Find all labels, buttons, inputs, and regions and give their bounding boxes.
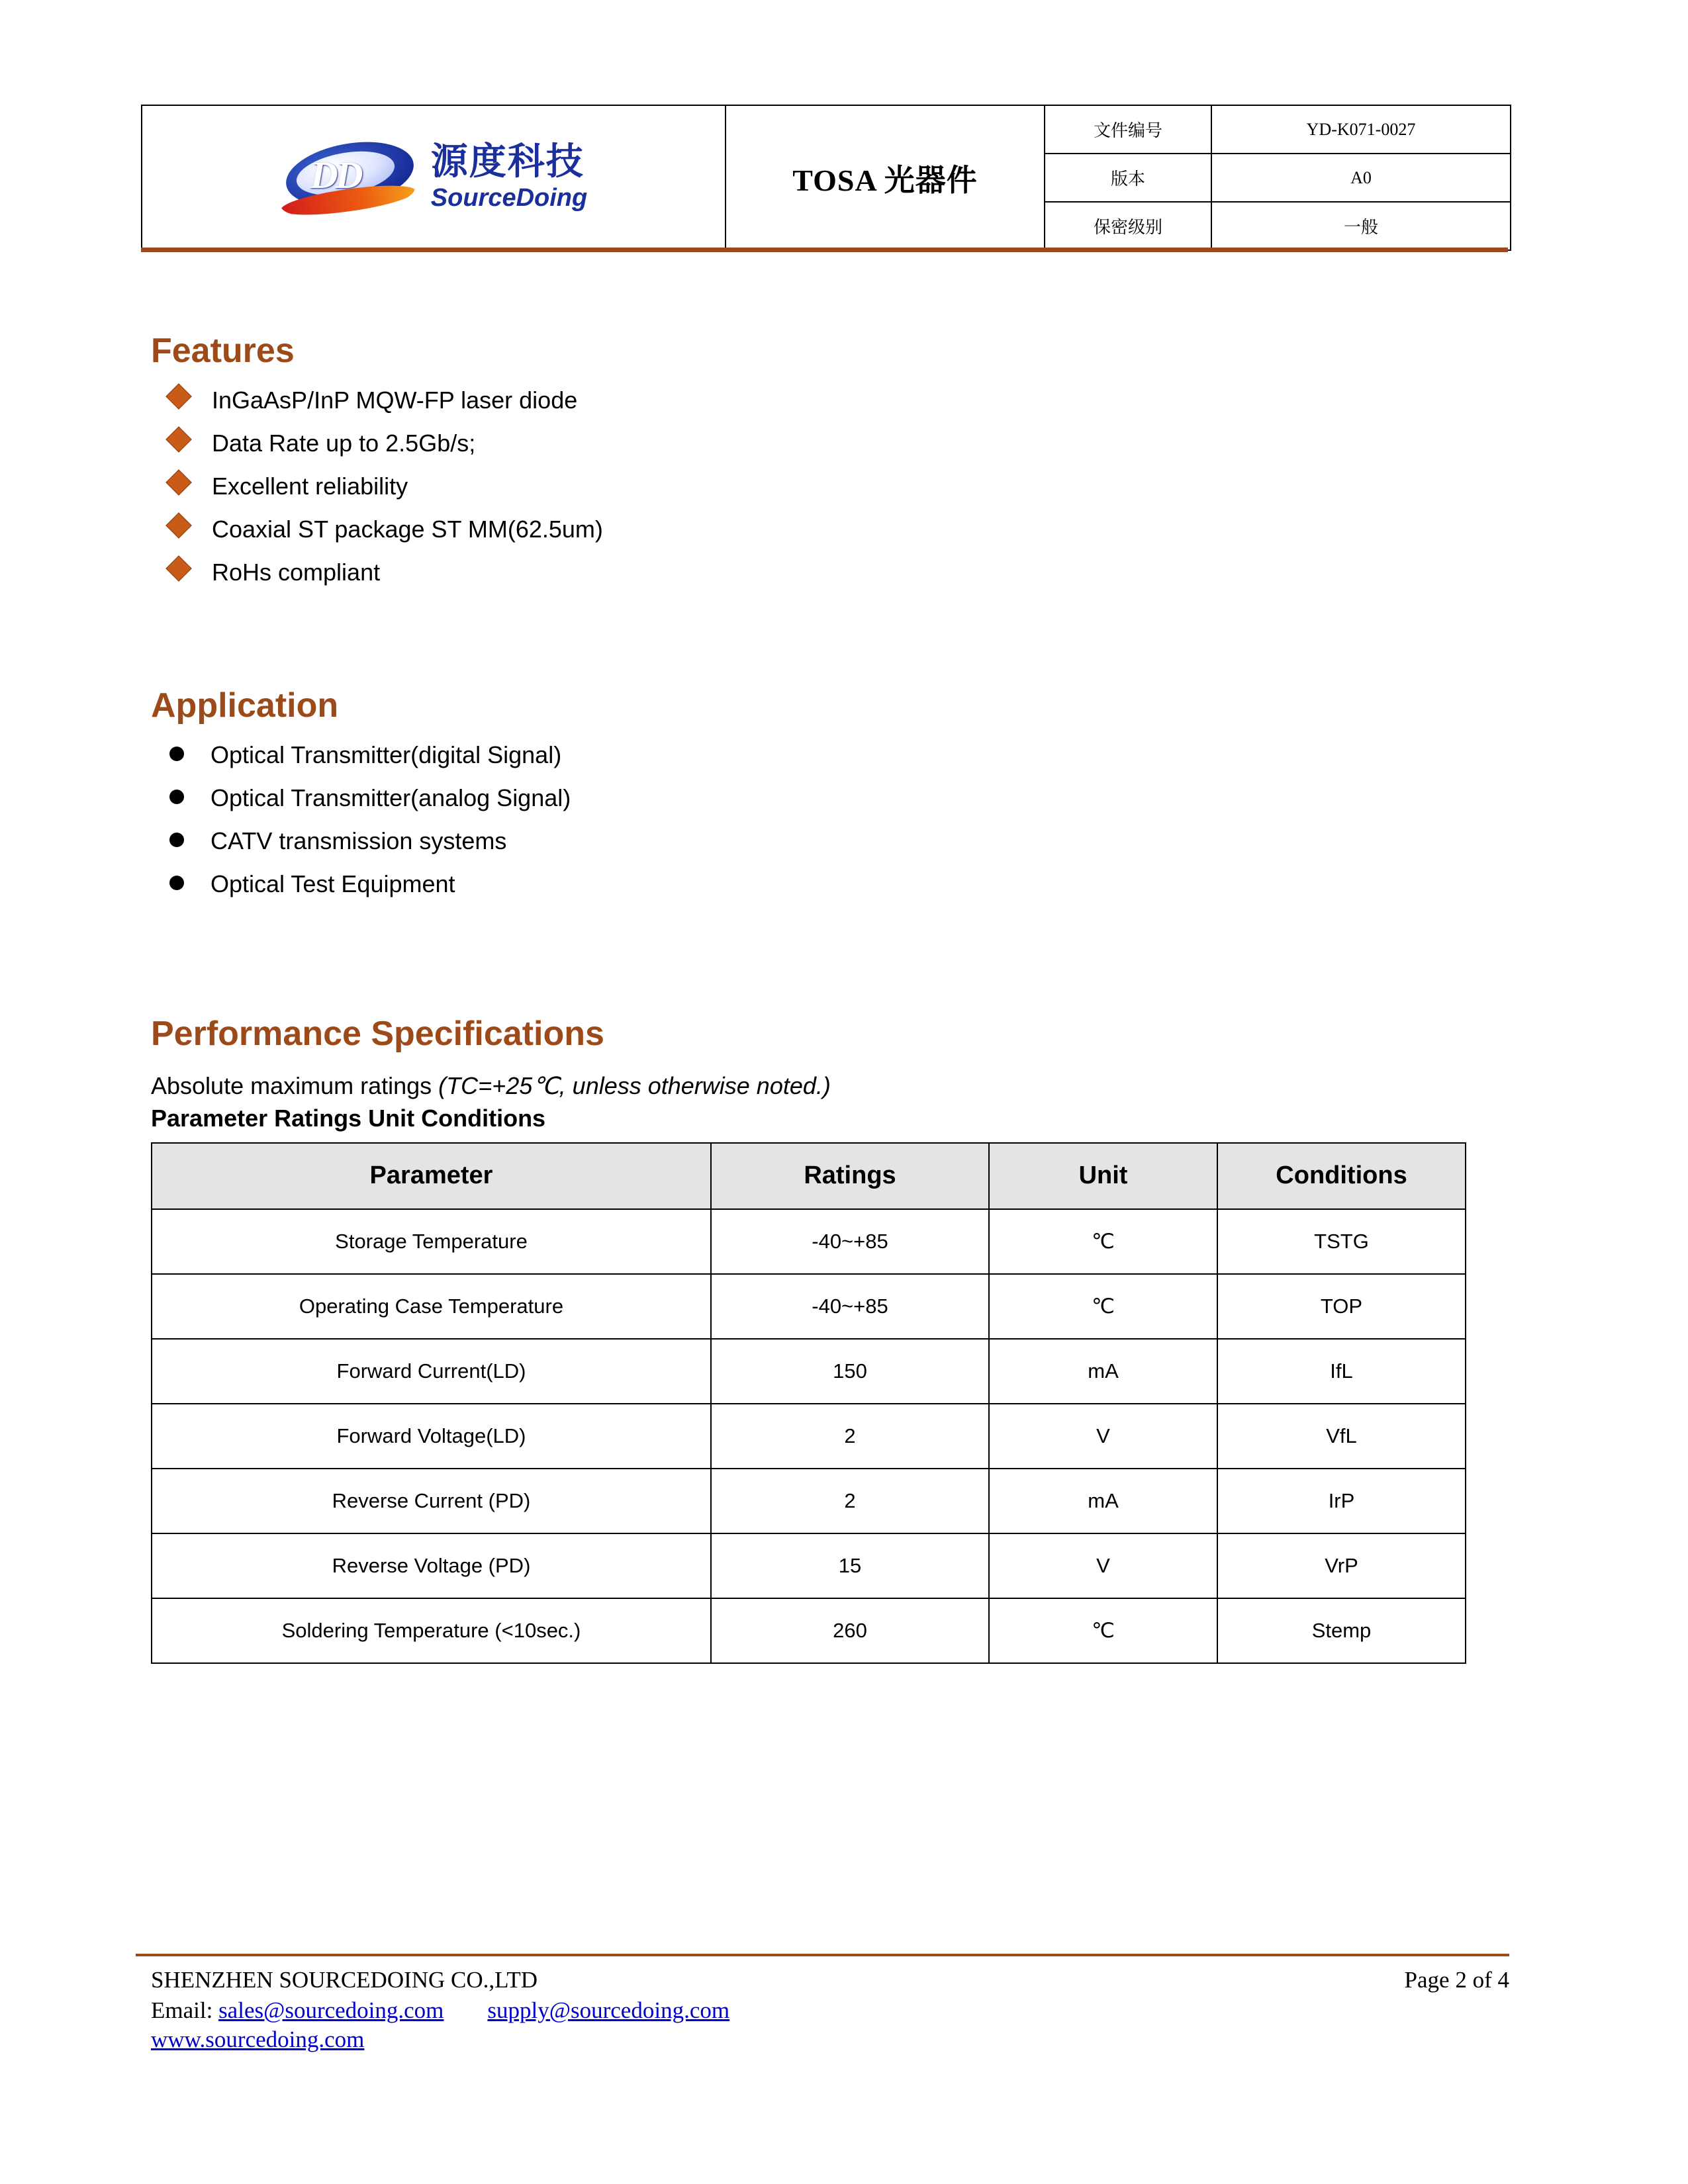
company-logo-cell: [142, 105, 726, 250]
diamond-bullet-icon: [165, 555, 192, 582]
cell-parameter: Reverse Voltage (PD): [152, 1533, 711, 1598]
feature-text: Coaxial ST package ST MM(62.5um): [212, 515, 603, 543]
cell-rating: -40~+85: [711, 1209, 989, 1274]
footer-divider: [136, 1954, 1509, 1956]
table-row: [152, 1274, 1466, 1339]
table-row: [152, 1469, 1466, 1533]
application-list: [151, 743, 1508, 897]
features-list: [151, 388, 1508, 585]
cell-parameter: Forward Current(LD): [152, 1339, 711, 1404]
feature-text: RoHs compliant: [212, 558, 381, 586]
list-item: [151, 474, 1508, 500]
cell-condition: IfL: [1217, 1339, 1466, 1404]
column-header-parameter: Parameter: [152, 1143, 711, 1209]
feature-text: Excellent reliability: [212, 472, 408, 500]
header-meta-label-1: 版本: [1045, 154, 1211, 202]
cell-condition: IrP: [1217, 1469, 1466, 1533]
dot-bullet-icon: [169, 876, 184, 890]
document-footer: [151, 1967, 1509, 2053]
list-item: [151, 829, 1508, 854]
email-link-sales[interactable]: sales@sourcedoing.com: [218, 1997, 444, 2023]
list-item: [151, 517, 1508, 543]
cell-unit: ℃: [989, 1598, 1217, 1663]
page-number: Page 2 of 4: [1404, 1967, 1509, 1993]
logo-wordmark: [431, 142, 587, 213]
footer-company: SHENZHEN SOURCEDOING CO.,LTD: [151, 1967, 538, 1993]
cell-condition: VrP: [1217, 1533, 1466, 1598]
column-header-unit: Unit: [989, 1143, 1217, 1209]
list-item: [151, 431, 1508, 457]
table-row: [152, 1533, 1466, 1598]
dot-bullet-icon: [169, 833, 184, 847]
cell-unit: V: [989, 1533, 1217, 1598]
cell-rating: -40~+85: [711, 1274, 989, 1339]
cell-parameter: Soldering Temperature (<10sec.): [152, 1598, 711, 1663]
absolute-maximum-ratings-table: [151, 1142, 1466, 1664]
diamond-bullet-icon: [165, 426, 192, 453]
diamond-bullet-icon: [165, 383, 192, 410]
diamond-bullet-icon: [165, 512, 192, 539]
table-row: [152, 1404, 1466, 1469]
feature-text: Data Rate up to 2.5Gb/s;: [212, 429, 476, 457]
application-text: Optical Transmitter(analog Signal): [211, 784, 571, 812]
document-title: TOSA 光器件: [726, 105, 1045, 250]
table-row: [152, 1598, 1466, 1663]
logo-emblem-icon: [280, 138, 419, 218]
table-row: [152, 1209, 1466, 1274]
list-item: [151, 872, 1508, 897]
ratings-subheading: Parameter Ratings Unit Conditions: [151, 1104, 546, 1132]
logo: [142, 107, 725, 249]
logo-monogram: DD: [310, 153, 361, 197]
document-body: [151, 331, 1508, 1664]
column-header-ratings: Ratings: [711, 1143, 989, 1209]
cell-unit: V: [989, 1404, 1217, 1469]
cell-parameter: Operating Case Temperature: [152, 1274, 711, 1339]
header-meta-label-0: 文件编号: [1045, 105, 1211, 154]
cell-parameter: Reverse Current (PD): [152, 1469, 711, 1533]
cell-rating: 150: [711, 1339, 989, 1404]
application-text: Optical Transmitter(digital Signal): [211, 741, 562, 769]
list-item: [151, 743, 1508, 768]
diamond-bullet-icon: [165, 469, 192, 496]
cell-parameter: Forward Voltage(LD): [152, 1404, 711, 1469]
dot-bullet-icon: [169, 747, 184, 761]
features-heading: Features: [151, 332, 295, 370]
cell-parameter: Storage Temperature: [152, 1209, 711, 1274]
performance-heading: Performance Specifications: [151, 1014, 604, 1053]
cell-unit: ℃: [989, 1209, 1217, 1274]
website-link[interactable]: www.sourcedoing.com: [151, 2026, 365, 2052]
cell-unit: mA: [989, 1339, 1217, 1404]
list-item: [151, 560, 1508, 586]
dot-bullet-icon: [169, 790, 184, 804]
logo-chinese-name: 源度科技: [430, 141, 585, 183]
header-meta-value-1: A0: [1211, 154, 1511, 202]
cell-unit: ℃: [989, 1274, 1217, 1339]
table-header-row: [152, 1143, 1466, 1209]
cell-rating: 15: [711, 1533, 989, 1598]
ratings-note-plain: Absolute maximum ratings: [151, 1071, 439, 1099]
cell-unit: mA: [989, 1469, 1217, 1533]
column-header-conditions: Conditions: [1217, 1143, 1466, 1209]
application-heading: Application: [151, 686, 339, 725]
cell-condition: VfL: [1217, 1404, 1466, 1469]
cell-rating: 2: [711, 1469, 989, 1533]
ratings-note-italic: (TC=+25℃, unless otherwise noted.): [438, 1071, 831, 1099]
footer-email-label: Email:: [151, 1997, 213, 2023]
cell-condition: Stemp: [1217, 1598, 1466, 1663]
list-item: [151, 786, 1508, 811]
email-link-supply[interactable]: supply@sourcedoing.com: [487, 1997, 730, 2023]
header-meta-value-0: YD-K071-0027: [1211, 105, 1511, 154]
application-text: CATV transmission systems: [211, 827, 507, 855]
logo-english-name: SourceDoing: [430, 183, 588, 212]
ratings-note: [151, 1071, 1508, 1101]
list-item: [151, 388, 1508, 414]
application-text: Optical Test Equipment: [211, 870, 455, 897]
cell-rating: 2: [711, 1404, 989, 1469]
cell-rating: 260: [711, 1598, 989, 1663]
header-divider: [141, 248, 1508, 252]
header-meta-label-2: 保密级别: [1045, 202, 1211, 250]
header-meta-value-2: 一般: [1211, 202, 1511, 250]
table-row: [152, 1339, 1466, 1404]
cell-condition: TSTG: [1217, 1209, 1466, 1274]
feature-text: InGaAsP/InP MQW-FP laser diode: [212, 387, 578, 414]
header-table: [141, 105, 1511, 251]
cell-condition: TOP: [1217, 1274, 1466, 1339]
document-header: [141, 105, 1505, 251]
